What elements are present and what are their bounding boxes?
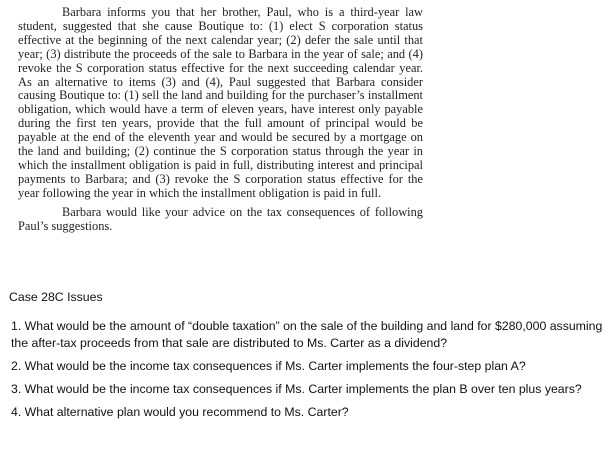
scanned-passage xyxy=(18,6,423,234)
passage-paragraph: Barbara would like your advice on the tax consequences of following Paul’s suggestions. xyxy=(18,204,423,233)
issue-item: 1. What would be the amount of “double taxation” on the sale of the building and land for $280,000 assuming the after-tax proceeds from that sale are distributed to Ms. Carter as a dividend? xyxy=(11,319,603,350)
issues-heading: Case 28C Issues xyxy=(9,290,103,304)
issue-item: 4. What alternative plan would you recommend to Ms. Carter? xyxy=(11,405,349,419)
passage-paragraph: Barbara informs you that her brother, Paul, who is a third-year law student, suggested that she cause Boutique to: (1) elect S corporation status effective at the beginning of the next calendar year; (2) defer the sale until that year; (3) distribute the proceeds of the sale to Barbara in the year of sale; and (4) revoke the S corporation status effective for the next succeeding calendar year. As an alternative to items (3) and (4), Paul suggested that Barbara consider causing Boutique to: (1) sell the land and building for the purchaser’s installment obligation, which would have a term of eleven years, have interest only payable during the first ten years, provide that the full amount of principal would be payable at the end of the eleventh year and would be secured by a mortgage on the land and building; (2) continue the S corporation status through the year in which the installment obligation is paid in full, distributing interest and principal payments to Barbara; and (3) revoke the S corporation status effective for the year following the year in which the installment obligation is paid in full. xyxy=(18,5,423,200)
issues-list xyxy=(6,318,606,421)
case-issues-section xyxy=(6,290,606,421)
issue-item: 3. What would be the income tax consequences if Ms. Carter implements the plan B over ten plus years? xyxy=(11,382,582,396)
issue-item: 2. What would be the income tax consequences if Ms. Carter implements the four-step plan A? xyxy=(11,359,526,373)
